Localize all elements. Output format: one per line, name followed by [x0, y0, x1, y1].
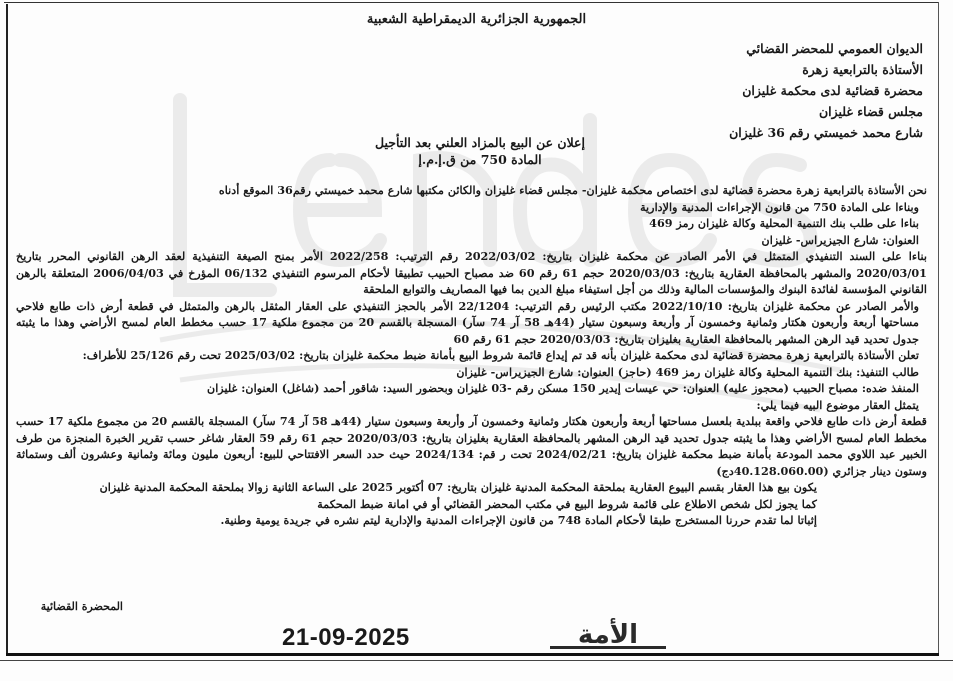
- frame-bottom-line: [6, 653, 939, 656]
- notice-title-line: إعلان عن البيع بالمزاد العلني بعد التأجيل: [375, 135, 585, 150]
- body-paragraph: بناءا على السند التنفيذي المتمثل في الأمر الصادر عن محكمة غليزان بتاريخ: 2022/03/02 رقم الترتيب: 2022/258 الأمر بمنح الصيغة التنفيذية لعقد الرهن القانوني المحرر بتاريخ 2020/03/01 والمشهر بالمحافظة العقارية بتاريخ: 2020/03/03 حجم 61 رقم 60 ضد مصباح الحبيب تطبيقا لأحكام المرسوم التنفيذي 06/132 المؤرخ في 2006/04/03 المتعلقة بالرهن القانوني المؤسسة لفائدة البنوك والمؤسسات المالية وذلك من أجل استيفاء مبلغ الدين بما فيها المصاريف والتوابع الملحقة: [16, 249, 927, 296]
- body-paragraph: المنفذ ضده: مصباح الحبيب (محجوز عليه) العنوان: حي عيسات إيدير 150 مسكن رقم -03 غليزان وبحضور السيد: شاقور أحمد (شاغل) العنوان: غليزان: [206, 381, 919, 395]
- notice-article-line: المادة 750 من ق.إ.م.إ: [418, 152, 542, 167]
- body-paragraph: وبناءا على المادة 750 من قانون الإجراءات المدنية والإدارية: [640, 199, 919, 214]
- issuer-line: الديوان العمومي للمحضر القضائي: [746, 41, 923, 56]
- body-paragraph: بناءا على طلب بنك التنمية المحلية وكالة غليزان رمز 469: [649, 216, 919, 230]
- body-paragraph: قطعة أرض ذات طابع فلاحي واقعة ببلدية بلعسل مساحتها أربعة وأربعون هكتار وثمانية وخمسون آر وأربعة وسبعون ستيار (44هـ 58 آر 74 سآر) المسجلة بالقسم 20 من مجموع ملكية 17 حسب مخطط العام لمسح الأراضي وهذا ما يثبته جدول تحديد قيد الرهن المشهر بالمحافظة العقارية بغليزان بتاريخ: 2020/03/03 حجم 61 رقم 59 العقار شاغر حسب تقرير الخبرة المنجزة من طرف الخبير عبد اللاوي محمد المودعة بأمانة ضبط محكمة غليزان بتاريخ: 2024/02/21 تحت ر قم: 2024/134 حيث حدد السعر الافتتاحي للبيع: أربعون مليون ومائة وثمانية وعشرون ألف وستماثة وستون دينار جزائري (40.128.060.00دج): [16, 414, 927, 478]
- body-paragraph: كما يجوز لكل شخص الاطلاع على قائمة شروط البيع في مكتب المحضر القضائي أو في امانة ضبط المحكمة: [317, 496, 817, 511]
- frame-left-line: [6, 4, 8, 654]
- body-paragraph: تعلن الأستاذة بالترابعية زهرة محضرة قضائية لدى محكمة غليزان بأنه قد تم إيداع قائمة شروط البيع بأمانة ضبط محكمة غليزان بتاريخ: 2025/03/02 تحت رقم 25/126 للأطراف:: [82, 348, 919, 362]
- body-paragraph: والأمر الصادر عن محكمة غليزان بتاريخ: 2022/10/10 مكتب الرئيس رقم الترتيب: 22/1204 الأمر بالحجز التنفيذي على العقار المثقل بالرهن والمتمثل في قطعة أرض ذات طابع فلاحي مساحتها أربعة وأربعون هكتار وثمانية وخمسون آر وأربعة وسبعون ستيار (44هـ 58 آر 74 سآر) المسجلة بالقسم 20 من مجموع ملكية 17 حسب مخطط العام لمسح الأراضي وهذا ما يثبته جدول تحديد قيد الرهن المشهر بالمحافظة العقارية بغليزان بتاريخ: 2020/03/03 حجم 61 رقم 60: [16, 298, 919, 346]
- issuer-line: مجلس قضاء غليزان: [818, 104, 923, 119]
- body-paragraph: نحن الأستاذة بالترابعية زهرة محضرة قضائية لدى اختصاص محكمة غليزان- مجلس قضاء غليزان والكائن مكتبها شارع محمد خميستي رقم36 الموقع أدناه: [218, 183, 927, 197]
- body-paragraph: يكون بيع هذا العقار بقسم البيوع العقارية بملحقة المحكمة المدنية غليزان بتاريخ: 07 أكتوبر 2025 على الساعة الثانية زوالا بملحقة المحكمة المدنية غليزان: [99, 480, 817, 494]
- issuer-line: شارع محمد خميستي رقم 36 غليزان: [729, 125, 923, 140]
- issuer-block: [563, 38, 923, 143]
- frame-right-line: [938, 2, 939, 654]
- body-paragraph: طالب التنفيذ: بنك التنمية المحلية وكالة غليزان رمز 469 (حاجز) العنوان: شارع الجيزيراس- غليزان: [456, 364, 919, 379]
- signature-label: المحضرة القضائية: [40, 600, 123, 613]
- notice-body: [16, 182, 927, 529]
- publication-date: 21-09-2025: [282, 624, 410, 651]
- body-paragraph: العنوان: شارع الجيزيراس- غليزان: [761, 232, 919, 247]
- issuer-line: الأستاذة بالترابعية زهرة: [802, 62, 923, 77]
- notice-title: [330, 134, 630, 168]
- newspaper-logo: [548, 616, 668, 654]
- logo-wordmark: الأمة: [577, 620, 639, 650]
- republic-header: الجمهورية الجزائرية الديمقراطية الشعبية: [366, 12, 587, 27]
- body-paragraph: إثباتا لما تقدم حررنا المستخرج طبقا لأحكام المادة 748 من قانون الإجراءات المدنية والإدارية ليتم نشره في جريدة يومية وطنية.: [220, 513, 817, 527]
- frame-bottom-rule: [0, 660, 953, 661]
- body-paragraph: يتمثل العقار موضوع البيه فيما يلي:: [756, 397, 919, 412]
- issuer-line: محضرة قضائية لدى محكمة غليزان: [742, 83, 923, 98]
- frame-top-line: [4, 2, 939, 3]
